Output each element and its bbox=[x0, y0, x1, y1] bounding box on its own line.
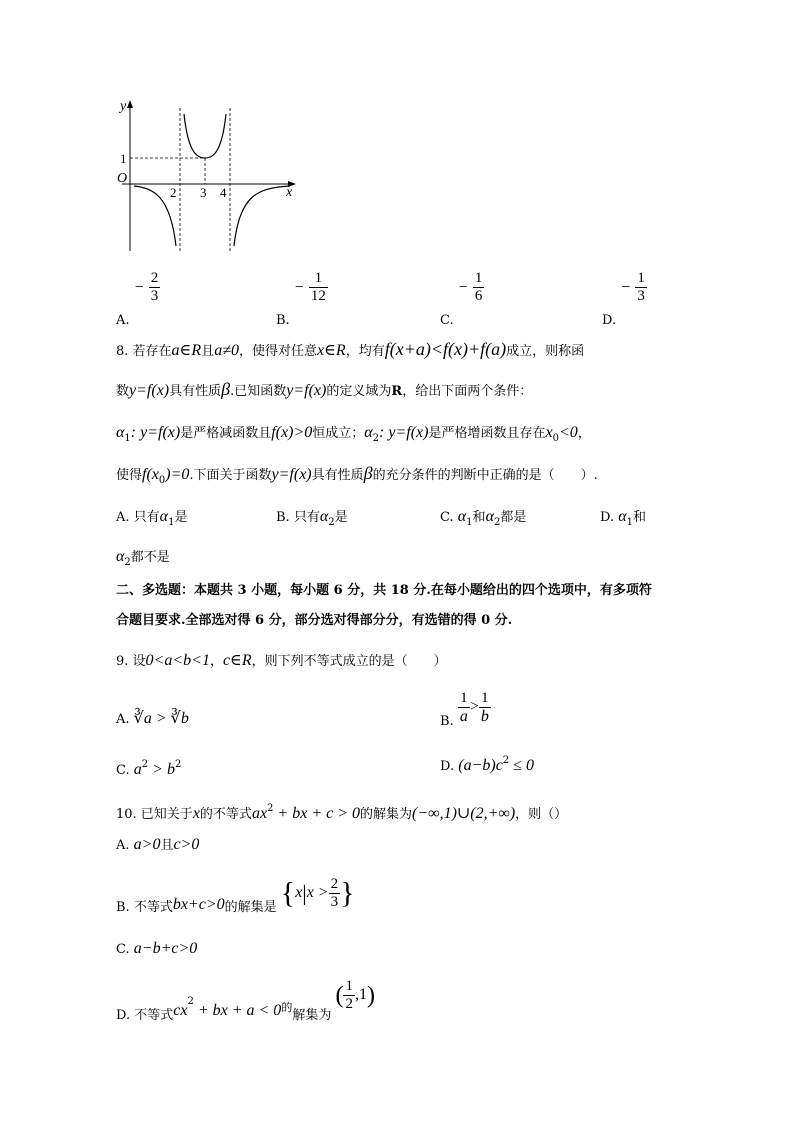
q7-option-a[interactable] bbox=[116, 270, 160, 328]
q10-stem: 10. 已知关于x的不等式$ax^2$ + bx + c > 0的解集为(−∞,1)∪(2,+∞)，则（） bbox=[116, 803, 568, 822]
fraction: $\frac{2}{3}$ bbox=[330, 876, 339, 910]
y-axis-label: y bbox=[120, 99, 127, 114]
q8-option-d[interactable]: D. $\alpha_1$和 bbox=[600, 508, 647, 528]
q8-option-c[interactable]: C. $\alpha_1$和$\alpha_2$都是 bbox=[440, 508, 527, 528]
interval-paren-left: ( bbox=[335, 982, 344, 1009]
fraction: $\frac{1}{2}$ bbox=[345, 978, 353, 1012]
q7-option-b[interactable] bbox=[276, 270, 328, 328]
q9-stem: 9. 设0<a<b<1，c∈R，则下列不等式成立的是（ ） bbox=[116, 652, 447, 669]
section-heading-line-2: 合题目要求.全部选对得 6 分，部分选对得部分分，有选错的得 0 分. bbox=[116, 613, 513, 628]
q8-line-4: 使得$f(x_0)=0$.下面关于函数y=f(x)具有性质β的充分条件的判断中正确的是（ ）. bbox=[116, 463, 598, 486]
tick-label-2: 2 bbox=[170, 185, 177, 200]
x-axis-label: x bbox=[286, 185, 293, 200]
q7-option-d[interactable] bbox=[602, 270, 647, 328]
q10-option-a[interactable]: A. a>0且c>0 bbox=[116, 836, 200, 853]
minus-sign: − bbox=[294, 279, 304, 296]
option-label: D. bbox=[602, 313, 617, 328]
q8-option-d-continued: $\alpha_2$都不是 bbox=[116, 548, 170, 568]
tick-label-3: 3 bbox=[200, 185, 207, 200]
section-heading-line-1: 二、多选题：本题共 3 小题，每小题 6 分，共 18 分.在每小题给出的四个选项中，有多项符 bbox=[116, 583, 652, 598]
set-divider: | bbox=[302, 880, 307, 906]
function-graph bbox=[112, 96, 302, 256]
q9-option-b[interactable]: B. $\frac{1}{a}$ > $\frac{1}{b}$ bbox=[440, 690, 489, 729]
q10-option-c[interactable]: C. a−b+c>0 bbox=[116, 940, 198, 957]
minus-sign: − bbox=[458, 279, 468, 296]
q8-line-1: 8. 若存在a∈R且a≠0，使得对任意x∈R，均有f(x+a)<f(x)+f(a)成立，则称函 bbox=[116, 339, 585, 359]
q8-line-2: 数y=f(x)具有性质β.已知函数y=f(x)的定义域为R，给出下面两个条件： bbox=[116, 379, 533, 399]
tick-label-1: 1 bbox=[120, 151, 127, 166]
set-brace-left: { bbox=[280, 876, 296, 910]
origin-label: O bbox=[117, 171, 128, 186]
fraction: $\frac{1}{b}$ bbox=[480, 690, 489, 725]
q10-option-b[interactable]: B. 不等式bx+c>0的解集是 {x|x > $\frac{2}{3}$ } bbox=[116, 876, 355, 915]
option-label: C. bbox=[440, 313, 454, 328]
fraction: $\frac{1}{6}$ bbox=[474, 270, 483, 304]
q8-line-3: $\alpha_1$: y=f(x)是严格减函数且f(x)>0恒成立；$\alpha_2$: y=f(x)是严格增函数且存在$x_0<0$， bbox=[116, 424, 591, 444]
q8-option-a[interactable]: A. 只有$\alpha_1$是 bbox=[116, 508, 188, 528]
q10-option-d[interactable]: D. 不等式$cx_2$ + bx + $a < 0_的$解集为 ( $\frac{1}{2}$ ,1) bbox=[116, 978, 375, 1023]
tick-label-4: 4 bbox=[220, 185, 227, 200]
fraction: $\frac{1}{a}$ bbox=[459, 690, 468, 725]
q9-option-d[interactable]: D. $(a-b)c^2 \le 0$ bbox=[440, 755, 534, 774]
option-label: A. bbox=[116, 313, 130, 328]
set-brace-right: } bbox=[340, 876, 355, 910]
q9-option-c[interactable]: C. $a^2 > b^2$ bbox=[116, 759, 182, 778]
q9-option-a[interactable]: A. ∛a > ∛b bbox=[116, 710, 189, 727]
minus-sign: − bbox=[621, 279, 631, 296]
option-label: B. bbox=[276, 313, 290, 328]
fraction: $\frac{1}{3}$ bbox=[637, 270, 645, 304]
q7-option-c[interactable] bbox=[440, 270, 484, 328]
fraction: $\frac{1}{12}$ bbox=[310, 270, 326, 304]
fraction: $\frac{2}{3}$ bbox=[150, 270, 159, 304]
q8-option-b[interactable]: B. 只有$\alpha_2$是 bbox=[276, 508, 348, 528]
interval-paren-right: ) bbox=[366, 982, 375, 1009]
minus-sign: − bbox=[134, 279, 144, 296]
